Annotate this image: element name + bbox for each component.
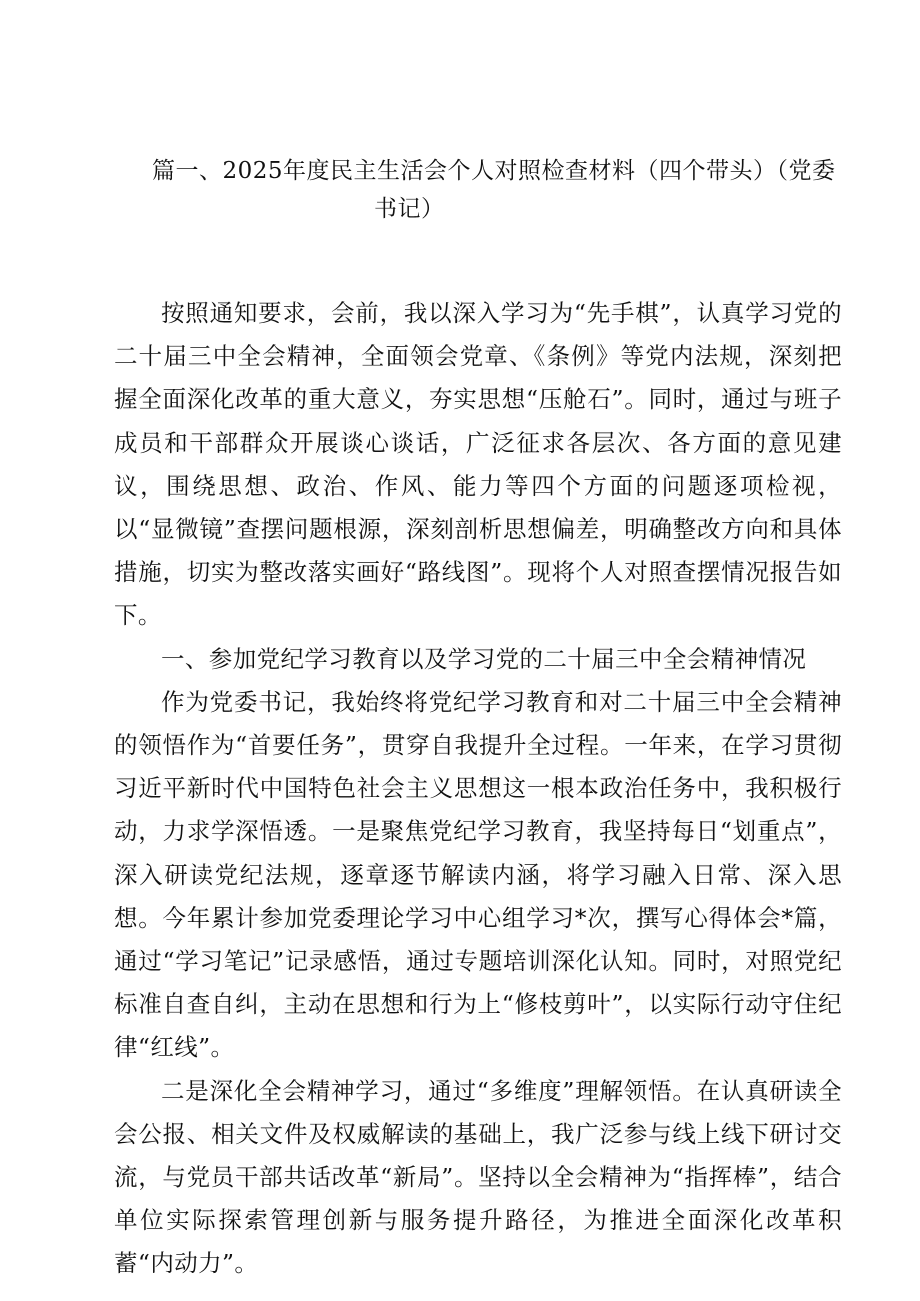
title-line-1: 篇一、2025年度民主生活会个人对照检查材料（四个带头）（党委 — [152, 158, 836, 184]
body-paragraph-2: 二是深化全会精神学习，通过“多维度”理解领悟。在认真研读全会公报、相关文件及权威解读的基础上，我广泛参与线上线下研讨交流，与党员干部共话改革“新局”。坚持以全会精神为“指挥棒”，结合单位实际探索管理创新与服务提升路径，为推进全面深化改革积蓄“内动力”。 — [114, 1076, 842, 1278]
title-line-2: 书记） — [374, 196, 445, 222]
intro-paragraph: 按照通知要求，会前，我以深入学习为“先手棋”，认真学习党的二十届三中全会精神，全面领会党章、《条例》等党内法规，深刻把握全面深化改革的重大意义，夯实思想“压舱石”。同时，通过与班子成员和干部群众开展谈心谈话，广泛征求各层次、各方面的意见建议，围绕思想、政治、作风、能力等四个方面的问题逐项检视，以“显微镜”查摆问题根源，深刻剖析思想偏差，明确整改方向和具体措施，切实为整改落实画好“路线图”。现将个人对照查摆情况报告如下。 — [114, 299, 842, 630]
body-paragraph-1: 作为党委书记，我始终将党纪学习教育和对二十届三中全会精神的领悟作为“首要任务”，贯穿自我提升全过程。一年来，在学习贯彻习近平新时代中国特色社会主义思想这一根本政治任务中，我积极行动，力求学深悟透。一是聚焦党纪学习教育，我坚持每日“划重点”，深入研读党纪法规，逐章逐节解读内涵，将学习融入日常、深入思想。今年累计参加党委理论学习中心组学习*次，撰写心得体会*篇，通过“学习笔记”记录感悟，通过专题培训深化认知。同时，对照党纪标准自查自纠，主动在思想和行为上“修枝剪叶”，以实际行动守住纪律“红线”。 — [114, 687, 842, 1062]
document-title — [152, 152, 852, 228]
section-heading-1: 一、参加党纪学习教育以及学习党的二十届三中全会精神情况 — [161, 644, 807, 673]
document-body — [114, 292, 842, 1286]
